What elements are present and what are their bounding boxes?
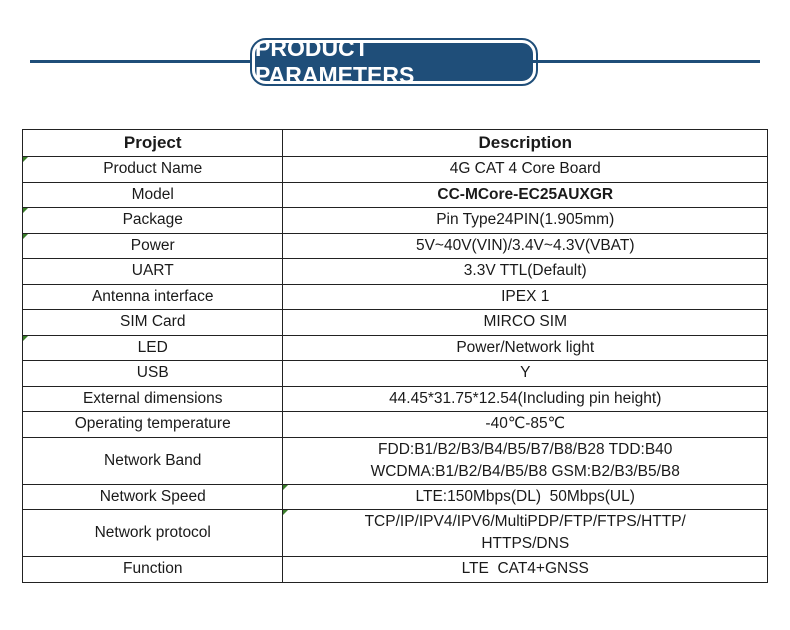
description-line: FDD:B1/B2/B3/B4/B5/B7/B8/B28 TDD:B40 (378, 440, 673, 458)
row-description: LTE:150Mbps(DL) 50Mbps(UL) (283, 484, 768, 510)
row-project: Network Band (23, 437, 283, 484)
row-description: 4G CAT 4 Core Board (283, 157, 768, 183)
table-row (23, 437, 768, 484)
row-description (283, 510, 768, 557)
row-project: SIM Card (23, 310, 283, 336)
table-header-row (23, 130, 768, 157)
parameters-table (22, 129, 768, 583)
row-project: Network protocol (23, 510, 283, 557)
row-description: Pin Type24PIN(1.905mm) (283, 208, 768, 234)
table-row (23, 182, 768, 208)
row-project: LED (23, 335, 283, 361)
banner-title-box (252, 35, 536, 88)
table-row (23, 557, 768, 583)
table-row (23, 335, 768, 361)
row-description (283, 437, 768, 484)
banner-title: PRODUCT PARAMETERS (255, 35, 415, 88)
table-row (23, 361, 768, 387)
row-description: CC-MCore-EC25AUXGR (283, 182, 768, 208)
table-row (23, 259, 768, 285)
row-project: Network Speed (23, 484, 283, 510)
description-line: WCDMA:B1/B2/B4/B5/B8 GSM:B2/B3/B5/B8 (370, 462, 680, 480)
table-row (23, 510, 768, 557)
description-line: TCP/IP/IPV4/IPV6/MultiPDP/FTP/FTPS/HTTP/ (364, 513, 686, 530)
header-project: Project (23, 130, 283, 157)
row-description: LTE CAT4+GNSS (283, 557, 768, 583)
table-row (23, 484, 768, 510)
banner-rule-left (30, 60, 258, 63)
row-description: Power/Network light (283, 335, 768, 361)
row-project: Function (23, 557, 283, 583)
row-description: 5V~40V(VIN)/3.4V~4.3V(VBAT) (283, 233, 768, 259)
row-project: Product Name (23, 157, 283, 183)
row-project: USB (23, 361, 283, 387)
row-description: 44.45*31.75*12.54(Including pin height) (283, 386, 768, 412)
description-line: HTTPS/DNS (481, 535, 570, 552)
row-project: Operating temperature (23, 412, 283, 438)
row-description: MIRCO SIM (283, 310, 768, 336)
row-project: UART (23, 259, 283, 285)
table-row (23, 310, 768, 336)
table-row (23, 233, 768, 259)
row-project: Package (23, 208, 283, 234)
header-description: Description (283, 130, 768, 157)
title-banner (0, 0, 790, 110)
table-row (23, 386, 768, 412)
row-description: Y (283, 361, 768, 387)
row-project: External dimensions (23, 386, 283, 412)
table-row (23, 412, 768, 438)
banner-rule-right (532, 60, 760, 63)
row-project: Antenna interface (23, 284, 283, 310)
table-row (23, 157, 768, 183)
row-description: -40℃-85℃ (283, 412, 768, 438)
row-description: 3.3V TTL(Default) (283, 259, 768, 285)
table-row (23, 208, 768, 234)
table-row (23, 284, 768, 310)
row-description: IPEX 1 (283, 284, 768, 310)
row-project: Model (23, 182, 283, 208)
row-project: Power (23, 233, 283, 259)
